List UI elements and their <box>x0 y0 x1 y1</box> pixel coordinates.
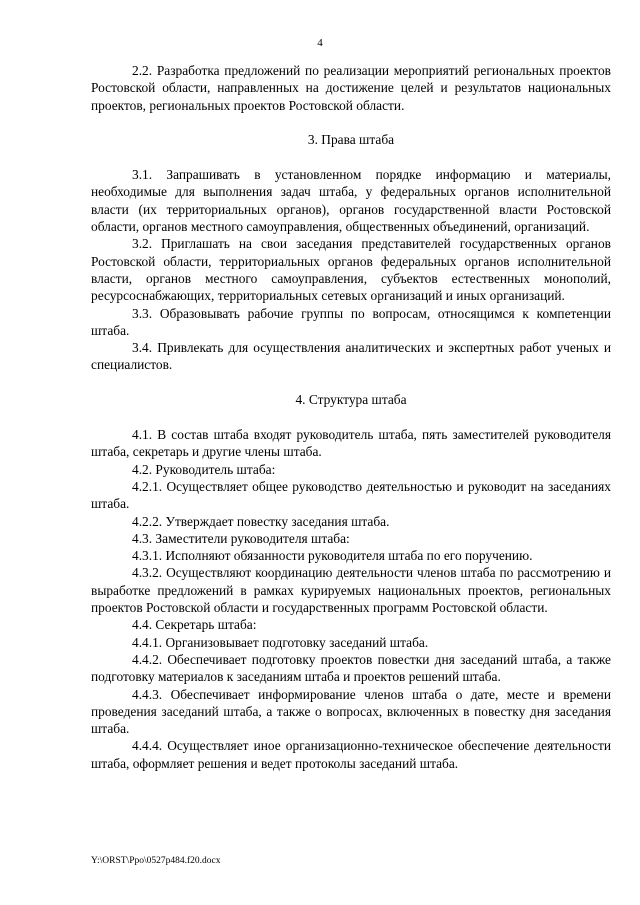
section-heading-structure: 4. Структура штаба <box>295 391 407 407</box>
paragraph-4-3: 4.3. Заместители руководителя штаба: <box>132 530 350 546</box>
paragraph-2-2: 2.2. Разработка предложений по реализации мероприятий региональных проектов Ростовской области, направленных на достижение целей и результатов национальных проектов, региональных проектов Ростовской области. <box>91 63 611 113</box>
paragraph-3-1: 3.1. Запрашивать в установленном порядке информацию и материалы, необходимые для выполнения задач штаба, у федеральных органов исполнительной власти (их территориальных органов), органов государственной власти Ростовской области, органов местного самоуправления, общественных объединений, организаций. <box>91 167 611 235</box>
paragraph-4-2-1: 4.2.1. Осуществляет общее руководство деятельностью и руководит на заседаниях штаба. <box>91 478 611 512</box>
paragraph-4-2-2: 4.2.2. Утверждает повестку заседания штаба. <box>132 513 390 529</box>
file-path-footer: Y:\ORST\Ppo\0527p484.f20.docx <box>91 856 221 866</box>
document-body <box>91 62 611 772</box>
section-heading-rights: 3. Права штаба <box>307 131 395 147</box>
paragraph-3-3: 3.3. Образовывать рабочие группы по вопросам, относящимся к компетенции штаба. <box>91 305 611 338</box>
paragraph-4-1: 4.1. В состав штаба входят руководитель штаба, пять заместителей руководителя штаба, секретарь и другие члены штаба. <box>91 427 611 460</box>
paragraph-4-4-2: 4.4.2. Обеспечивает подготовку проектов повестки дня заседаний штаба, а также подготовку материалов к заседаниям штаба и проектов решений штаба. <box>91 651 611 685</box>
paragraph-4-4: 4.4. Секретарь штаба: <box>132 617 257 633</box>
paragraph-3-4: 3.4. Привлекать для осуществления аналитических и экспертных работ ученых и специалистов. <box>91 340 611 373</box>
paragraph-4-4-3: 4.4.3. Обеспечивает информирование членов штаба о дате, месте и времени проведения заседаний штаба, а также о вопросах, включенных в повестку дня заседания штаба. <box>91 686 611 737</box>
paragraph-4-4-1: 4.4.1. Организовывает подготовку заседаний штаба. <box>132 634 429 650</box>
paragraph-3-2: 3.2. Приглашать на свои заседания представителей государственных органов Ростовской области, территориальных органов федеральных органов исполнительной власти, органов местного самоуправления, субъектов естественных монополий, ресурсоснабжающих, территориальных сетевых организаций и иных организаций. <box>91 236 611 304</box>
paragraph-4-3-1: 4.3.1. Исполняют обязанности руководителя штаба по его поручению. <box>132 548 533 564</box>
page-number: 4 <box>317 37 323 49</box>
paragraph-4-4-4: 4.4.4. Осуществляет иное организационно-техническое обеспечение деятельности штаба, оформляет решения и ведет протоколы заседаний штаба. <box>91 738 611 771</box>
paragraph-4-3-2: 4.3.2. Осуществляют координацию деятельности членов штаба по рассмотрению и выработке предложений в рамках курируемых национальных проектов, региональных проектов Ростовской области и государственных программ Ростовской области. <box>91 565 611 616</box>
paragraph-4-2: 4.2. Руководитель штаба: <box>132 461 276 477</box>
